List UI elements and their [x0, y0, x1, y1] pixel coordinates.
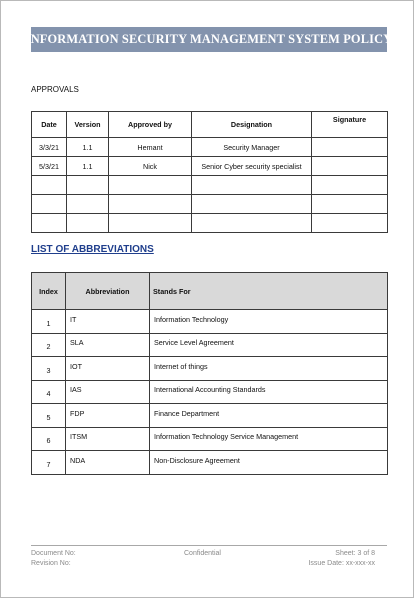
approvals-header-date: Date: [32, 112, 67, 138]
approval-version: [67, 176, 109, 195]
abbreviations-header-abbreviation: Abbreviation: [66, 273, 150, 310]
approval-signature: [312, 176, 388, 195]
abbreviation-row: [32, 427, 388, 451]
approvals-header-approved-by: Approved by: [109, 112, 192, 138]
approval-date: 5/3/21: [32, 157, 67, 176]
approval-date: 3/3/21: [32, 138, 67, 157]
abbreviation-code: SLA: [66, 333, 150, 357]
approvals-header-designation: Designation: [192, 112, 312, 138]
abbreviation-meaning: Non-Disclosure Agreement: [150, 451, 388, 475]
approvals-row: [32, 157, 388, 176]
document-title: INFORMATION SECURITY MANAGEMENT SYSTEM POLICY: [25, 32, 393, 46]
abbreviation-meaning: Finance Department: [150, 404, 388, 428]
abbreviation-index: 2: [32, 333, 66, 357]
approval-date: [32, 195, 67, 214]
abbreviation-row: [32, 380, 388, 404]
approval-date: [32, 176, 67, 195]
abbreviations-table: [31, 272, 388, 475]
approval-version: 1.1: [67, 138, 109, 157]
approval-approver: [109, 176, 192, 195]
footer-classification: Confidential: [184, 550, 221, 557]
approval-version: 1.1: [67, 157, 109, 176]
approval-approver: [109, 214, 192, 233]
approvals-row: [32, 214, 388, 233]
abbreviation-code: IT: [66, 310, 150, 334]
approvals-table: [31, 111, 388, 233]
approvals-header-signature: Signature: [312, 112, 388, 138]
abbreviation-meaning: International Accounting Standards: [150, 380, 388, 404]
abbreviations-header-index: Index: [32, 273, 66, 310]
approval-signature: [312, 138, 388, 157]
approval-version: [67, 195, 109, 214]
approval-designation: Security Manager: [192, 138, 312, 157]
abbreviation-code: IOT: [66, 357, 150, 381]
abbreviation-meaning: Internet of things: [150, 357, 388, 381]
abbreviation-row: [32, 357, 388, 381]
approvals-row: [32, 195, 388, 214]
abbreviation-index: 7: [32, 451, 66, 475]
approval-version: [67, 214, 109, 233]
footer-document-no: Document No:: [31, 550, 76, 557]
approval-approver: [109, 195, 192, 214]
approval-signature: [312, 157, 388, 176]
abbreviation-row: [32, 451, 388, 475]
abbreviation-index: 5: [32, 404, 66, 428]
approvals-header-row: [32, 112, 388, 138]
abbreviation-meaning: Information Technology: [150, 310, 388, 334]
footer-divider: [31, 545, 387, 546]
abbreviation-code: FDP: [66, 404, 150, 428]
footer-revision-no: Revision No:: [31, 560, 71, 567]
approval-designation: Senior Cyber security specialist: [192, 157, 312, 176]
abbreviations-header-stands-for: Stands For: [150, 273, 388, 310]
abbreviation-index: 6: [32, 427, 66, 451]
abbreviations-heading: LIST OF ABBREVIATIONS: [31, 244, 154, 255]
approval-signature: [312, 214, 388, 233]
approval-approver: Hemant: [109, 138, 192, 157]
approvals-label: APPROVALS: [31, 85, 79, 94]
approval-approver: Nick: [109, 157, 192, 176]
approvals-header-version: Version: [67, 112, 109, 138]
abbreviations-header-row: [32, 273, 388, 310]
approval-signature: [312, 195, 388, 214]
abbreviation-index: 4: [32, 380, 66, 404]
abbreviation-code: ITSM: [66, 427, 150, 451]
abbreviation-meaning: Information Technology Service Management: [150, 427, 388, 451]
approval-date: [32, 214, 67, 233]
title-banner: [25, 27, 393, 52]
abbreviation-code: NDA: [66, 451, 150, 475]
abbreviation-index: 3: [32, 357, 66, 381]
footer-issue-date: Issue Date: xx-xxx-xx: [308, 560, 375, 567]
approval-designation: [192, 195, 312, 214]
approvals-row: [32, 138, 388, 157]
approval-designation: [192, 214, 312, 233]
abbreviation-row: [32, 310, 388, 334]
approval-designation: [192, 176, 312, 195]
abbreviation-index: 1: [32, 310, 66, 334]
abbreviation-row: [32, 333, 388, 357]
abbreviation-row: [32, 404, 388, 428]
abbreviation-code: IAS: [66, 380, 150, 404]
footer-sheet: Sheet: 3 of 8: [335, 550, 375, 557]
approvals-row: [32, 176, 388, 195]
abbreviation-meaning: Service Level Agreement: [150, 333, 388, 357]
